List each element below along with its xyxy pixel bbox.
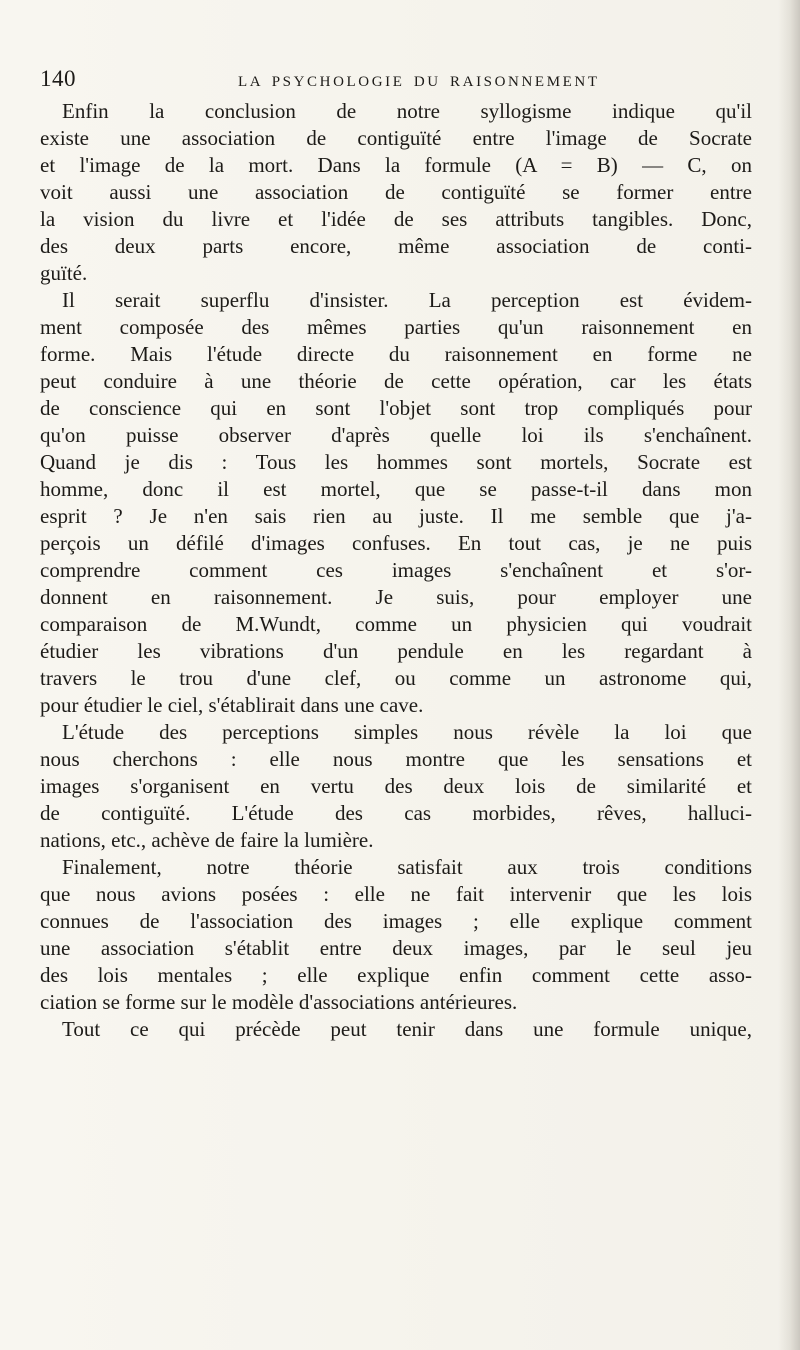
text-line: la vision du livre et l'idée de ses attributs tangibles. Donc, — [40, 207, 752, 231]
text-line: que nous avions posées : elle ne fait intervenir que les lois — [40, 882, 752, 906]
text-line: nous cherchons : elle nous montre que les sensations et — [40, 747, 752, 771]
text-line: esprit ? Je n'en sais rien au juste. Il me semble que j'a- — [40, 504, 752, 528]
text-line: peut conduire à une théorie de cette opération, car les états — [40, 369, 752, 393]
text-line: Tout ce qui précède peut tenir dans une formule unique, — [62, 1017, 752, 1041]
text-line: de conscience qui en sont l'objet sont trop compliqués pour — [40, 396, 752, 420]
running-head: LA PSYCHOLOGIE DU RAISONNEMENT — [238, 74, 600, 90]
body-text — [40, 98, 752, 1043]
text-line: ment composée des mêmes parties qu'un raisonnement en — [40, 315, 752, 339]
text-line: ciation se forme sur le modèle d'associations antérieures. — [40, 990, 518, 1014]
text-line: travers le trou d'une clef, ou comme un astronome qui, — [40, 666, 752, 690]
text-line: pour étudier le ciel, s'établirait dans une cave. — [40, 693, 424, 717]
text-line: guïté. — [40, 261, 88, 285]
text-line: forme. Mais l'étude directe du raisonnement en forme ne — [40, 342, 752, 366]
text-line: comparaison de M.Wundt, comme un physicien qui voudrait — [40, 612, 752, 636]
text-line: existe une association de contiguïté entre l'image de Socrate — [40, 126, 752, 150]
text-line: une association s'établit entre deux images, par le seul jeu — [40, 936, 752, 960]
page-number: 140 — [40, 66, 76, 91]
text-line: Enfin la conclusion de notre syllogisme indique qu'il — [62, 99, 752, 123]
text-line: images s'organisent en vertu des deux lois de similarité et — [40, 774, 752, 798]
text-line: des lois mentales ; elle explique enfin comment cette asso- — [40, 963, 752, 987]
text-line: comprendre comment ces images s'enchaînent et s'or- — [40, 558, 752, 582]
text-line: homme, donc il est mortel, que se passe-t-il dans mon — [40, 477, 752, 501]
text-line: L'étude des perceptions simples nous révèle la loi que — [62, 720, 752, 744]
text-line: Il serait superflu d'insister. La perception est évidem- — [62, 288, 752, 312]
text-line: nations, etc., achève de faire la lumière. — [40, 828, 374, 852]
text-line: perçois un défilé d'images confuses. En tout cas, je ne puis — [40, 531, 752, 555]
text-line: Quand je dis : Tous les hommes sont mortels, Socrate est — [40, 450, 752, 474]
text-line: étudier les vibrations d'un pendule en les regardant à — [40, 639, 752, 663]
text-line: des deux parts encore, même association de conti- — [40, 234, 752, 258]
text-line: voit aussi une association de contiguïté se former entre — [40, 180, 752, 204]
text-line: et l'image de la mort. Dans la formule (A = B) — C, on — [40, 153, 752, 177]
text-line: de contiguïté. L'étude des cas morbides, rêves, halluci- — [40, 801, 752, 825]
text-line: Finalement, notre théorie satisfait aux trois conditions — [62, 855, 752, 879]
text-line: qu'on puisse observer d'après quelle loi ils s'enchaînent. — [40, 423, 752, 447]
page-edge-shadow — [778, 0, 800, 1350]
text-line: connues de l'association des images ; elle explique comment — [40, 909, 752, 933]
text-line: donnent en raisonnement. Je suis, pour employer une — [40, 585, 752, 609]
